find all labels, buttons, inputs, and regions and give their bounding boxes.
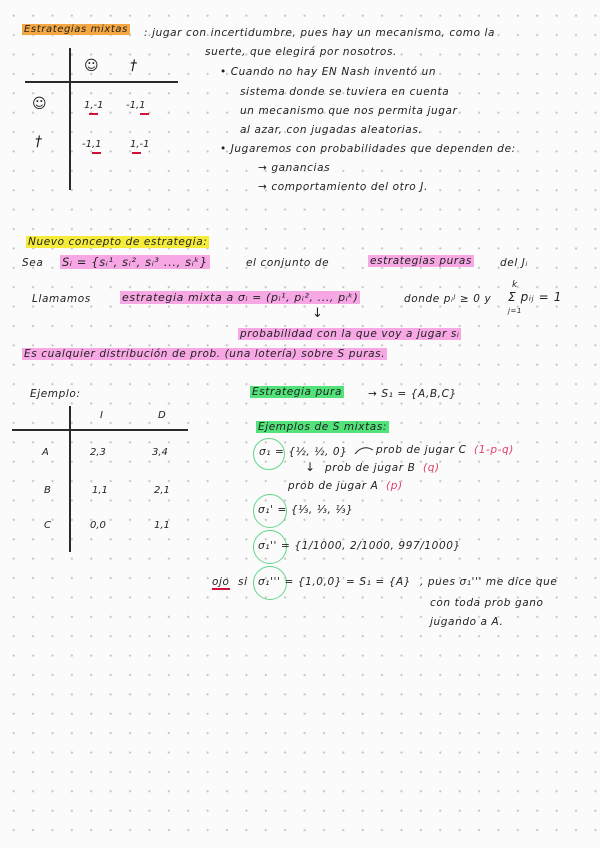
arrow-down-icon: ↓ — [312, 306, 324, 321]
sigma1-definition: σ₁ = {½, ½, 0} — [259, 446, 348, 458]
table-cell: 1,1 — [92, 485, 108, 496]
bullet1-line-3: un mecanismo que nos permita jugar — [240, 105, 458, 117]
table-cell: 1,-1 — [84, 100, 104, 111]
example-label: Ejemplo: — [30, 388, 81, 400]
row-header: A — [42, 447, 49, 458]
prob-b-value: (q) — [423, 462, 440, 474]
pues-line-1: , pues σ₁''' me dice que — [420, 576, 558, 588]
table-cell: 2,3 — [90, 447, 106, 458]
table-vertical-line — [69, 48, 71, 190]
table-cell: 2,1 — [154, 485, 170, 496]
condition-nonnegative: donde pᵢʲ ≥ 0 y — [404, 293, 492, 305]
prob-b-note: prob de jugar B — [325, 462, 416, 474]
pure-strategy-set-s1: → S₁ = {A,B,C} — [368, 388, 457, 400]
pure-strategy-label: Estrategia pura — [252, 386, 342, 398]
probability-note: probabilidad con la que voy a jugar sᵢ — [240, 328, 460, 340]
row-header-cross-icon: † — [35, 134, 42, 150]
pues-line-3: jugando a A. — [430, 616, 504, 628]
depends-gains: → ganancias — [258, 162, 331, 174]
col-header: D — [158, 410, 166, 421]
bullet1-line-1: • Cuando no hay EN Nash inventó un — [220, 66, 437, 78]
bullet2-line: • Jugaremos con probabilidades que dependen de: — [220, 143, 516, 155]
pues-line-2: con toda prob gano — [430, 597, 544, 609]
prob-a-value: (p) — [386, 480, 403, 492]
mixed-strategy-definition: estrategia mixta a σᵢ = (pᵢ¹, pᵢ², ..., pᵢᵏ) — [122, 291, 359, 304]
curved-arrow-icon — [355, 446, 375, 458]
red-underline-mark — [132, 152, 141, 154]
pure-strategies-term: estrategias puras — [370, 255, 472, 267]
table-cell: 0,0 — [90, 520, 106, 531]
sum-lower-limit: j=1 — [508, 307, 523, 315]
depends-behaviour: → comportamiento del otro J. — [258, 181, 428, 193]
mixed-intro-line-1: : jugar con incertidumbre, pues hay un mecanismo, como la — [144, 27, 496, 39]
bullet1-line-4: al azar, con jugadas aleatorias. — [240, 124, 423, 136]
row-header: C — [44, 520, 51, 531]
any-distribution-statement: Es cualquier distribución de prob. (una lotería) sobre S puras. — [24, 348, 386, 360]
table-cell: 1,-1 — [130, 139, 150, 150]
llamamos: Llamamos — [32, 293, 91, 305]
table-cell: -1,1 — [82, 139, 102, 150]
bullet1-line-2: sistema donde se tuviera en cuenta — [240, 86, 450, 98]
sum-upper-limit: k — [512, 280, 518, 290]
ojo-warning: ojo — [212, 576, 230, 588]
col-header-cross-icon: † — [130, 58, 137, 74]
section-title-mixed: Estrategias mixtas — [24, 24, 128, 35]
row-header-smiley-icon: ☺ — [32, 96, 47, 112]
prob-c-value: (1-p-q) — [474, 444, 514, 456]
table-cell: 1,1 — [154, 520, 170, 531]
sea-prefix: Sea — [22, 257, 44, 269]
table-horizontal-line — [25, 81, 178, 83]
red-underline-mark — [140, 113, 149, 115]
red-underline-mark — [92, 152, 101, 154]
table-cell: 3,4 — [152, 447, 168, 458]
si-word: si — [238, 576, 248, 588]
mixed-intro-line-2: suerte, que elegirá por nosotros. — [205, 46, 397, 58]
prob-a-note: prob de jugar A — [288, 480, 379, 492]
sea-suffix: del Jᵢ — [500, 257, 528, 269]
sigma1-third-definition: σ₁''' = {1,0,0} = S₁ = {A} — [258, 576, 412, 588]
prob-c-note: prob de jugar C — [376, 444, 467, 456]
arrow-down-icon: ↓ — [305, 460, 316, 474]
col-header: I — [100, 410, 103, 421]
sigma1-second-definition: σ₁'' = {1/1000, 2/1000, 997/1000} — [258, 540, 461, 552]
col-header-smiley-icon: ☺ — [84, 58, 99, 74]
table-horizontal-line — [12, 429, 188, 431]
row-header: B — [44, 485, 51, 496]
sigma1-prime-definition: σ₁' = {⅓, ⅓, ⅓} — [258, 504, 354, 516]
mixed-examples-label: Ejemplos de S mixtas: — [258, 421, 388, 433]
sea-middle: el conjunto de — [246, 257, 330, 269]
sum-equals-one: Σ pᵢⱼ = 1 — [508, 290, 562, 304]
table-cell: -1,1 — [126, 100, 146, 111]
red-underline-mark — [89, 113, 98, 115]
section-title-concept: Nuevo concepto de estrategia: — [28, 236, 208, 248]
pure-strategy-set: Sᵢ = {sᵢ¹, sᵢ², sᵢ³ ..., sᵢᵏ} — [62, 255, 208, 269]
table-vertical-line — [69, 406, 71, 552]
